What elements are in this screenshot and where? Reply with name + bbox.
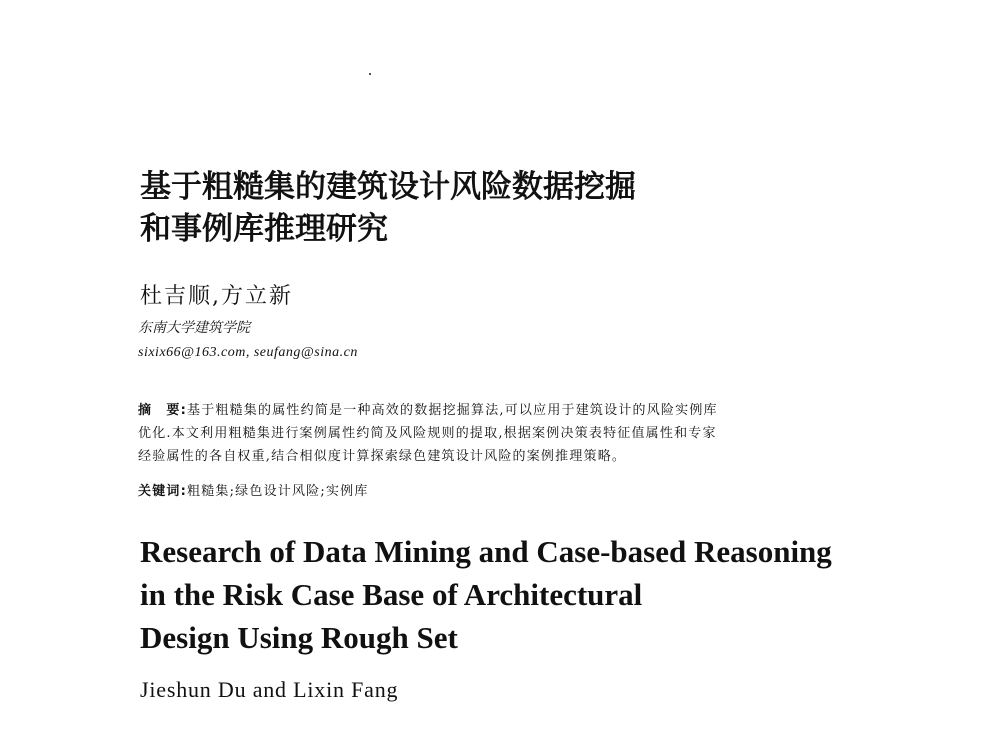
chinese-abstract <box>138 399 878 468</box>
abstract-line-1-text: 基于粗糙集的属性约简是一种高效的数据挖掘算法,可以应用于建筑设计的风险实例库 <box>187 403 718 418</box>
chinese-authors: 杜吉顺,方立新 <box>140 284 293 309</box>
scan-speck <box>369 73 371 75</box>
english-title-line-3: Design Using Rough Set <box>140 620 458 655</box>
chinese-title <box>140 166 636 250</box>
abstract-label: 摘 要: <box>138 403 187 418</box>
chinese-title-line-2: 和事例库推理研究 <box>140 211 388 247</box>
chinese-title-line-1: 基于粗糙集的建筑设计风险数据挖掘 <box>140 169 636 205</box>
chinese-affiliation: 东南大学建筑学院 <box>138 320 250 336</box>
keywords-text: 粗糙集;绿色设计风险;实例库 <box>187 484 369 499</box>
abstract-line-3: 经验属性的各自权重,结合相似度计算探索绿色建筑设计风险的案例推理策略。 <box>138 449 627 464</box>
english-authors: Jieshun Du and Lixin Fang <box>140 677 399 702</box>
english-title-line-2: in the Risk Case Base of Architectural <box>140 577 643 612</box>
chinese-keywords <box>138 480 369 499</box>
abstract-line-2: 优化.本文利用粗糙集进行案例属性约简及风险规则的提取,根据案例决策表特征值属性和专家 <box>138 426 717 441</box>
english-title-line-1: Research of Data Mining and Case-based Reasoning <box>140 534 832 569</box>
author-emails: sixix66@163.com, seufang@sina.cn <box>138 345 358 360</box>
english-title <box>140 530 832 659</box>
abstract-line-1 <box>138 399 878 422</box>
keywords-label: 关键词: <box>138 484 187 499</box>
